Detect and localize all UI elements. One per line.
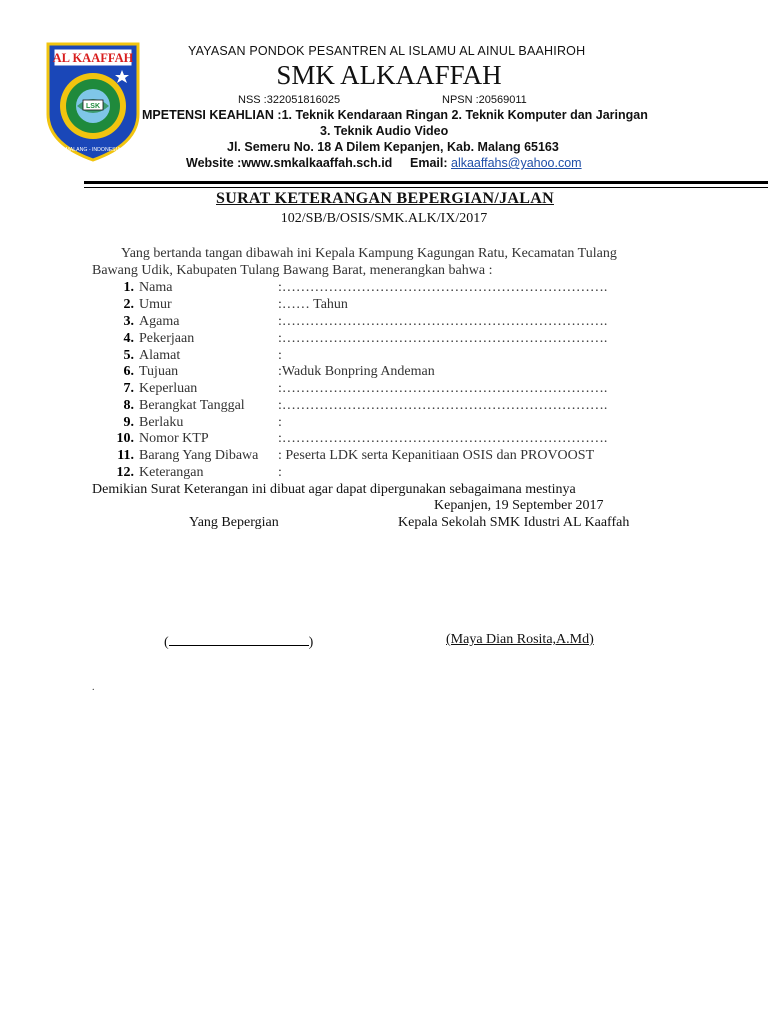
field-label: Keperluan (139, 381, 198, 396)
field-number: 12. (116, 465, 134, 480)
field-number: 2. (123, 297, 134, 312)
traveler-signature-line (169, 632, 309, 646)
field-label: Berlaku (139, 415, 184, 430)
field-value: :……………………………………………………………. (278, 314, 608, 329)
closing-statement: Demikian Surat Keterangan ini dibuat agar dapat dipergunakan sebagaimana mestinya (92, 482, 576, 497)
field-number: 3. (123, 314, 134, 329)
email-block (410, 156, 582, 170)
field-label: Pekerjaan (139, 331, 195, 346)
field-label: Umur (139, 297, 172, 312)
field-value: : Peserta LDK serta Kepanitiaan OSIS dan PROVOOST (278, 448, 595, 463)
principal-signature (446, 632, 594, 648)
field-label: Keterangan (139, 465, 204, 480)
competency-line: MPETENSI KEAHLIAN :1. Teknik Kendaraan Ringan 2. Teknik Komputer dan Jaringan (142, 108, 648, 122)
traveler-signature (164, 632, 313, 651)
field-label: Alamat (139, 348, 181, 363)
field-value: :……………………………………………………………. (278, 431, 608, 446)
letter-number: 102/SB/B/OSIS/SMK.ALK/IX/2017 (280, 211, 488, 226)
header-rule-thick (84, 181, 768, 184)
field-value: : (278, 348, 282, 363)
traveler-label: Yang Bepergian (189, 515, 279, 530)
field-label: Agama (139, 314, 180, 329)
field-label: Barang Yang Dibawa (139, 448, 259, 463)
field-value: :……………………………………………………………. (278, 381, 608, 396)
field-number: 11. (117, 448, 134, 463)
field-value: :……………………………………………………………. (278, 331, 608, 346)
svg-text:LSK: LSK (86, 103, 100, 110)
field-number: 7. (123, 381, 134, 396)
field-value: :……………………………………………………………. (278, 280, 608, 295)
npsn-number: NPSN :20569011 (442, 94, 527, 106)
intro-line-1: Yang bertanda tangan dibawah ini Kepala Kampung Kagungan Ratu, Kecamatan Tulang (121, 246, 617, 261)
field-value: : (278, 465, 282, 480)
field-number: 4. (123, 331, 134, 346)
school-name: SMK ALKAAFFAH (276, 60, 502, 90)
field-value: :……………………………………………………………. (278, 398, 608, 413)
foundation-name: YAYASAN PONDOK PESANTREN AL ISLAMU AL AINUL BAAHIROH (188, 44, 586, 58)
competency-line-3: 3. Teknik Audio Video (320, 124, 449, 138)
logo-ring-text: MALANG - INDONESIA (65, 147, 121, 153)
principal-name: (Maya Dian Rosita,A.Md) (446, 632, 594, 647)
school-website: Website :www.smkalkaaffah.sch.id (186, 156, 393, 170)
stray-mark: . (92, 682, 95, 693)
field-label: Nomor KTP (139, 431, 209, 446)
field-value: : (278, 415, 282, 430)
place-date: Kepanjen, 19 September 2017 (434, 498, 604, 513)
field-number: 1. (123, 280, 134, 295)
school-logo (42, 40, 144, 162)
field-label: Tujuan (139, 364, 179, 379)
field-number: 8. (123, 398, 134, 413)
field-number: 9. (123, 415, 134, 430)
field-label: Berangkat Tanggal (139, 398, 245, 413)
letter-title: SURAT KETERANGAN BEPERGIAN/JALAN (216, 190, 554, 207)
field-number: 6. (123, 364, 134, 379)
field-value: :…… Tahun (278, 297, 348, 312)
header-rule-thin (84, 187, 768, 188)
intro-line-2: Bawang Udik, Kabupaten Tulang Bawang Barat, menerangkan bahwa : (92, 263, 493, 278)
nss-number: NSS :322051816025 (238, 94, 341, 106)
field-number: 10. (116, 431, 134, 446)
email-link[interactable]: alkaaffahs@yahoo.com (451, 156, 582, 170)
school-address: Jl. Semeru No. 18 A Dilem Kepanjen, Kab. Malang 65163 (227, 140, 559, 154)
traveler-paren-open: ( (164, 635, 169, 650)
field-number: 5. (123, 348, 134, 363)
traveler-paren-close: ) (308, 635, 314, 650)
logo-banner-text: AL KAAFFAH (52, 51, 134, 65)
field-value: :Waduk Bonpring Andeman (278, 364, 435, 379)
field-label: Nama (139, 280, 173, 295)
email-label: Email: (410, 156, 448, 170)
principal-label: Kepala Sekolah SMK Idustri AL Kaaffah (398, 515, 630, 530)
